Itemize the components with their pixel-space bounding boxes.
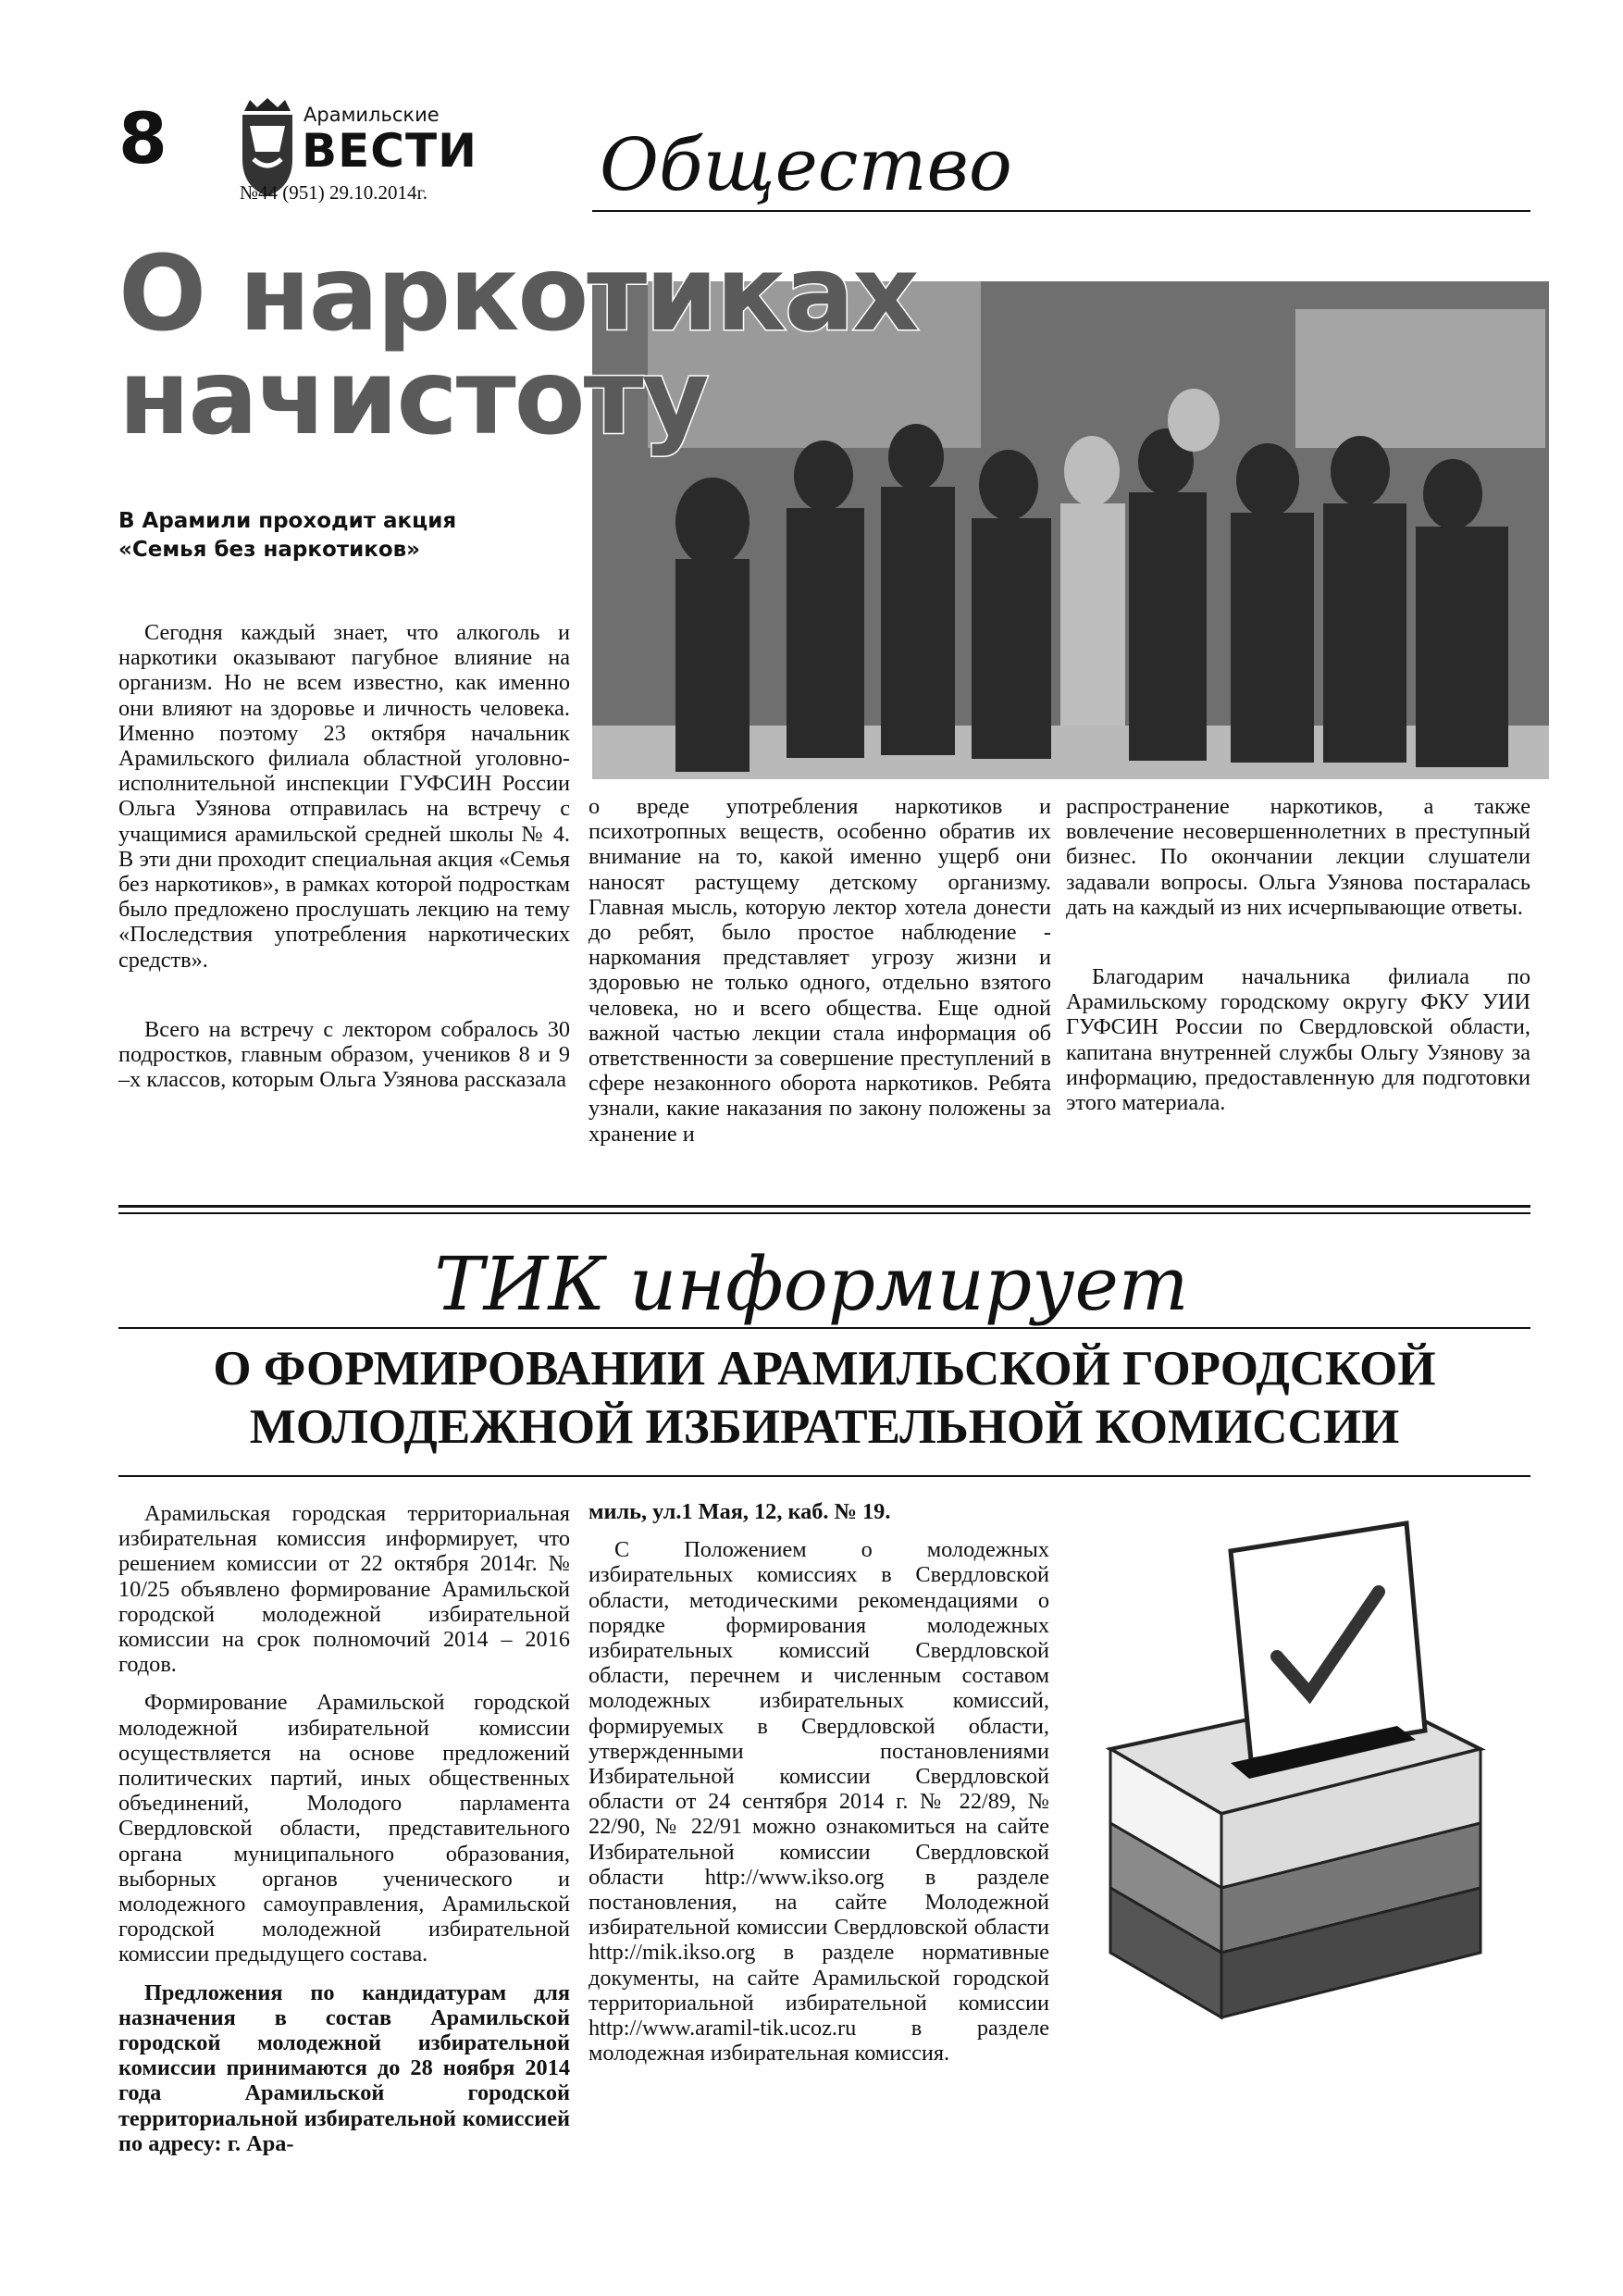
article-lead — [118, 507, 507, 565]
tik-headline-line-1: О ФОРМИРОВАНИИ АРАМИЛЬСКОЙ ГОРОДСКОЙ — [213, 1342, 1436, 1396]
ballot-box-icon — [1092, 1518, 1499, 2036]
issue-info: №44 (951) 29.10.2014г. — [240, 181, 428, 204]
paragraph: С Положением о молодежных избирательных комиссиях в Свердловской области, методическими рекомендациями о порядке формирования молодежных избирательных комиссий Свердловской области, перечнем и численным составом молодежных избирательных комиссий, формируемых в Свердловской области, утвержденными постановлениями Избирательной комиссии Свердловской области от 24 сентября 2014 г. № 22/89, № 22/90, № 22/91 можно ознакомиться на сайте Избирательной комиссии Свердловской области http://www.ikso.org в разделе постановления, на сайте Молодежной избирательной комиссии Свердловской области http://mik.ikso.org в разделе нормативные документы, на сайте Арамильской городской территориальной избирательной комиссии http://www.aramil-tik.ucoz.ru в разделе молодежная избирательная комиссия. — [588, 1537, 1049, 2066]
paragraph-bold: миль, ул.1 Мая, 12, каб. № 19. — [588, 1499, 891, 1524]
logo-title: ВЕСТИ — [302, 124, 477, 178]
tik-rubric: ТИК информирует — [434, 1241, 1189, 1327]
tik-headline — [118, 1340, 1530, 1456]
section-divider — [118, 1205, 1530, 1214]
paragraph: Арамильская городская территориальная избирательная комиссия информирует, что решением комиссии от 22 октября 2014г. № 10/25 объявлено формирование Арамильской городской молодежной избирательной комиссии на срок полномочий 2014 – 2016 годов. — [118, 1501, 570, 1678]
article2-column-2 — [588, 1499, 1049, 2066]
paragraph-bold: Предложения по кандидатурам для назначения в состав Арамильской городской молодежной избирательной комиссии принимаются до 28 ноября 2014 года Арамильской городской территориальной избирательной комиссией по адресу: г. Ара- — [118, 1980, 570, 2156]
paragraph: Благодарим начальника филиала по Арамильскому городскому округу ФКУ УИИ ГУФСИН России по Свердловской области, капитана внутренней службы Ольгу Узянову за информацию, предоставленную для подготовки этого материала. — [1066, 964, 1530, 1116]
logo-subtitle: Арамильские — [304, 104, 440, 126]
paragraph: Сегодня каждый знает, что алкоголь и наркотики оказывают пагубное влияние на организм. Но не всем известно, как именно они влияют на здоровье и личность человека. Именно поэтому 23 октября начальник Арамильского филиала областной уголовно-исполнительной инспекции ГУФСИН России Ольга Узянова отправилась на встречу с учащимися арамильской средней школы № 4. В эти дни проходит специальная акция «Семья без наркотиков», в рамках которой подросткам было предложено прослушать лекцию на тему «Последствия употребления наркотических средств». — [118, 620, 570, 973]
paragraph: Всего на встречу с лектором собралось 30 подростков, главным образом, учеников 8 и 9 –х классов, которым Ольга Узянова рассказала — [118, 1016, 570, 1093]
article2-column-1 — [118, 1501, 570, 2156]
rubric-rule — [592, 210, 1530, 212]
paragraph: Формирование Арамильской городской молодежной избирательной комиссии осуществляется на основе предложений политических партий, иных общественных объединений, Молодого парламента Свердловской области, представительного органа муниципального образования, выборных органов ученического и молодежного самоуправления, Арамильской городской молодежной избирательной комиссии предыдущего состава. — [118, 1690, 570, 1967]
section-rubric: Общество — [600, 124, 1012, 207]
article1-column-1 — [118, 620, 570, 1092]
article1-column-3 — [1066, 794, 1530, 1115]
paragraph: о вреде употребления наркотиков и психотропных веществ, особенно обратив их внимание на то, какой именно ущерб они наносят растущему детскому организму. Главная мысль, которую лектор хотела донести до ребят, было простое наблюдение - наркомания представляет угрозу жизни и здоровью не только одного, отдельно взятого человека, но и всего общества. Еще одной важной частью лекции стала информация об ответственности за совершение преступлений в сфере незаконного оборота наркотиков. Ребята узнали, какие наказания по закону положены за хранение и — [588, 794, 1051, 1147]
article-headline — [118, 234, 951, 458]
paragraph: распространение наркотиков, а также вовлечение несовершеннолетних в преступный бизнес. По окончании лекции слушатели задавали вопросы. Ольга Узянова постаралась дать на каждый из них исчерпывающие ответы. — [1066, 794, 1530, 920]
headline-line-1: О наркотиках — [118, 234, 918, 354]
page-number: 8 — [118, 97, 167, 180]
tik-headline-rule — [118, 1475, 1530, 1477]
article1-column-2 — [588, 794, 1051, 1147]
lead-line-2: «Семья без наркотиков» — [118, 538, 421, 563]
lead-line-1: В Арамили проходит акция — [118, 509, 457, 533]
tik-headline-line-2: МОЛОДЕЖНОЙ ИЗБИРАТЕЛЬНОЙ КОМИССИИ — [249, 1399, 1400, 1454]
tik-rule — [118, 1327, 1530, 1329]
headline-line-2: начистоту — [118, 338, 708, 458]
